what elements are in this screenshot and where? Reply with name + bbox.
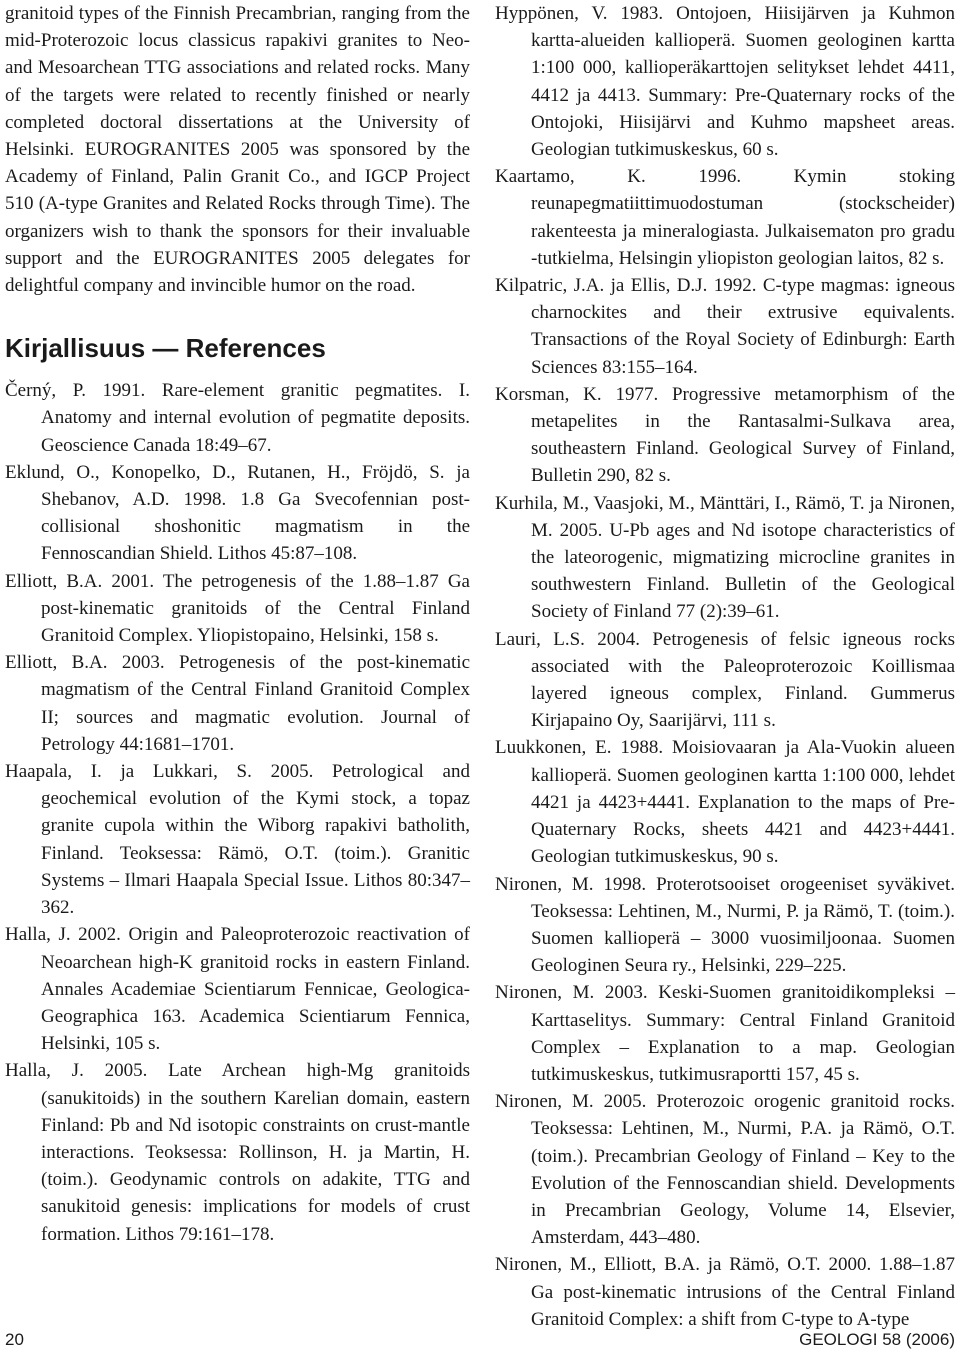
page-number: 20 xyxy=(5,1330,24,1349)
reference-entry: Kurhila, M., Vaasjoki, M., Mänttäri, I., Rämö, T. ja Nironen, M. 2005. U-Pb ages and Nd isotope characteristics of the lateorogenic, migmatizing microcline granites in southwestern Finland. Bulletin of the Geological Society of Finland 77 (2):39–61. xyxy=(495,492,955,623)
reference-entry: Kaartamo, K. 1996. Kymin stoking reunapegmatiittimuodostuman (stockscheider) rakenteesta ja mineralogiasta. Julkaisematon pro gradu -tutkielma, Helsingin yliopiston geologian laitos, 82 s. xyxy=(495,166,955,269)
reference-entry: Halla, J. 2002. Origin and Paleoproterozoic reactivation of Neoarchean high-K granitoid rocks in eastern Finland. Annales Academiae Scientiarum Fennicae, Geologica-Geographica 163. Academica Scientiarum Fennica, Helsinki, 105 s. xyxy=(5,924,470,1055)
reference-entry: Haapala, I. ja Lukkari, S. 2005. Petrological and geochemical evolution of the Kymi stock, a topaz granite cupola within the Wiborg rapakivi batholith, Finland. Teoksessa: Rämö, O.T. (toim.). Granitic Systems – Ilmari Haapala Special Issue. Lithos 80:347–362. xyxy=(5,761,470,919)
references-list-left xyxy=(5,377,470,1248)
journal-footer: GEOLOGI 58 (2006) xyxy=(799,1330,955,1349)
right-column xyxy=(495,0,955,1333)
reference-entry: Luukkonen, E. 1988. Moisiovaaran ja Ala-Vuokin alueen kallioperä. Suomen geologinen kartta 1:100 000, lehdet 4421 ja 4423+4441. Explanation to the maps of Pre-Quaternary Rocks, sheets 4421 and 4423+4441. Geologian tutkimuskeskus, 90 s. xyxy=(495,737,955,868)
reference-entry: Elliott, B.A. 2001. The petrogenesis of the 1.88–1.87 Ga post-kinematic granitoids of the Central Finland Granitoid Complex. Yliopistopaino, Helsinki, 158 s. xyxy=(5,570,470,647)
left-column xyxy=(5,0,470,1248)
reference-entry: Černý, P. 1991. Rare-element granitic pegmatites. I. Anatomy and internal evolution of pegmatite deposits. Geoscience Canada 18:49–67. xyxy=(5,380,470,456)
reference-entry: Nironen, M. 2003. Keski-Suomen granitoidikompleksi – Karttaselitys. Summary: Central Finland Granitoid Complex – Explanation to a map. Geologian tutkimuskeskus, tutkimusraportti 157, 45 s. xyxy=(495,982,955,1085)
reference-entry: Nironen, M. 2005. Proterozoic orogenic granitoid rocks. Teoksessa: Lehtinen, M., Nurmi, P.A. ja Rämö, O.T. (toim.). Precambrian Geology of Finland – Key to the Evolution of the Fennoscandian shield. Developments in Precambrian Geology, Volume 14, Elsevier, Amsterdam, 443–480. xyxy=(495,1091,955,1249)
reference-entry: Korsman, K. 1977. Progressive metamorphism of the metapelites in the Rantasalmi-Sulkava area, southeastern Finland. Geological Survey of Finland, Bulletin 290, 82 s. xyxy=(495,383,955,487)
reference-entry: Hyppönen, V. 1983. Ontojoen, Hiisijärven ja Kuhmon kartta-alueiden kallioperä. Suomen geologinen kartta 1:100 000, kallioperäkarttojen selitykset lehdet 4411, 4412 ja 4413. Summary: Pre-Quaternary rocks of the Ontojoki, Hiisijärvi and Kuhmo mapsheet areas. Geologian tutkimuskeskus, 60 s. xyxy=(495,3,955,161)
intro-paragraph: granitoid types of the Finnish Precambrian, ranging from the mid-Proterozoic locus classicus rapakivi granites to Neo- and Mesoarchean TTG associations and related rocks. Many of the targets were related to recently finished or nearly completed doctoral dissertations at the University of Helsinki. EUROGRANITES 2005 was sponsored by the Academy of Finland, Palin Granit Co., and IGCP Project 510 (A-type Granites and Related Rocks through Time). The organizers wish to thank the sponsors for their invaluable support and the EUROGRANITES 2005 delegates for delightful company and invincible humor on the road. xyxy=(5,3,470,297)
reference-entry: Lauri, L.S. 2004. Petrogenesis of felsic igneous rocks associated with the Paleoproterozoic Koillismaa layered igneous complex, Finland. Gummerus Kirjapaino Oy, Saarijärvi, 111 s. xyxy=(495,628,955,732)
reference-entry: Elliott, B.A. 2003. Petrogenesis of the post-kinematic magmatism of the Central Finland Granitoid Complex II; sources and magmatic evolution. Journal of Petrology 44:1681–1701. xyxy=(5,652,470,755)
references-heading: Kirjallisuus — References xyxy=(5,333,326,364)
reference-entry: Eklund, O., Konopelko, D., Rutanen, H., Fröjdö, S. ja Shebanov, A.D. 1998. 1.8 Ga Svecofennian post-collisional shoshonitic magmatism in the Fennoscandian Shield. Lithos 45:87–108. xyxy=(5,461,470,565)
reference-entry: Halla, J. 2005. Late Archean high-Mg granitoids (sanukitoids) in the southern Karelian domain, eastern Finland: Pb and Nd isotopic constraints on crust-mantle interactions. Teoksessa: Rollinson, H. ja Martin, H. (toim.). Geodynamic controls on adakite, TTG and sanukitoid genesis: implications for models of crust formation. Lithos 79:161–178. xyxy=(5,1060,470,1245)
reference-entry: Nironen, M. 1998. Proterotsooiset orogeeniset syväkivet. Teoksessa: Lehtinen, M., Nurmi, P. ja Rämö, T. (toim.). Suomen kallioperä – 3000 vuosimiljoonaa. Suomen Geologinen Seura ry., Helsinki, 229–225. xyxy=(495,873,955,977)
references-list-right xyxy=(495,0,955,1333)
reference-entry: Kilpatric, J.A. ja Ellis, D.J. 1992. C-type magmas: igneous charnockites and their extrusive equivalents. Transactions of the Royal Society of Edinburgh: Earth Sciences 83:155–164. xyxy=(495,275,955,378)
reference-entry: Nironen, M., Elliott, B.A. ja Rämö, O.T. 2000. 1.88–1.87 Ga post-kinematic intrusions of the Central Finland Granitoid Complex: a shift from C-type to A-type xyxy=(495,1254,955,1330)
